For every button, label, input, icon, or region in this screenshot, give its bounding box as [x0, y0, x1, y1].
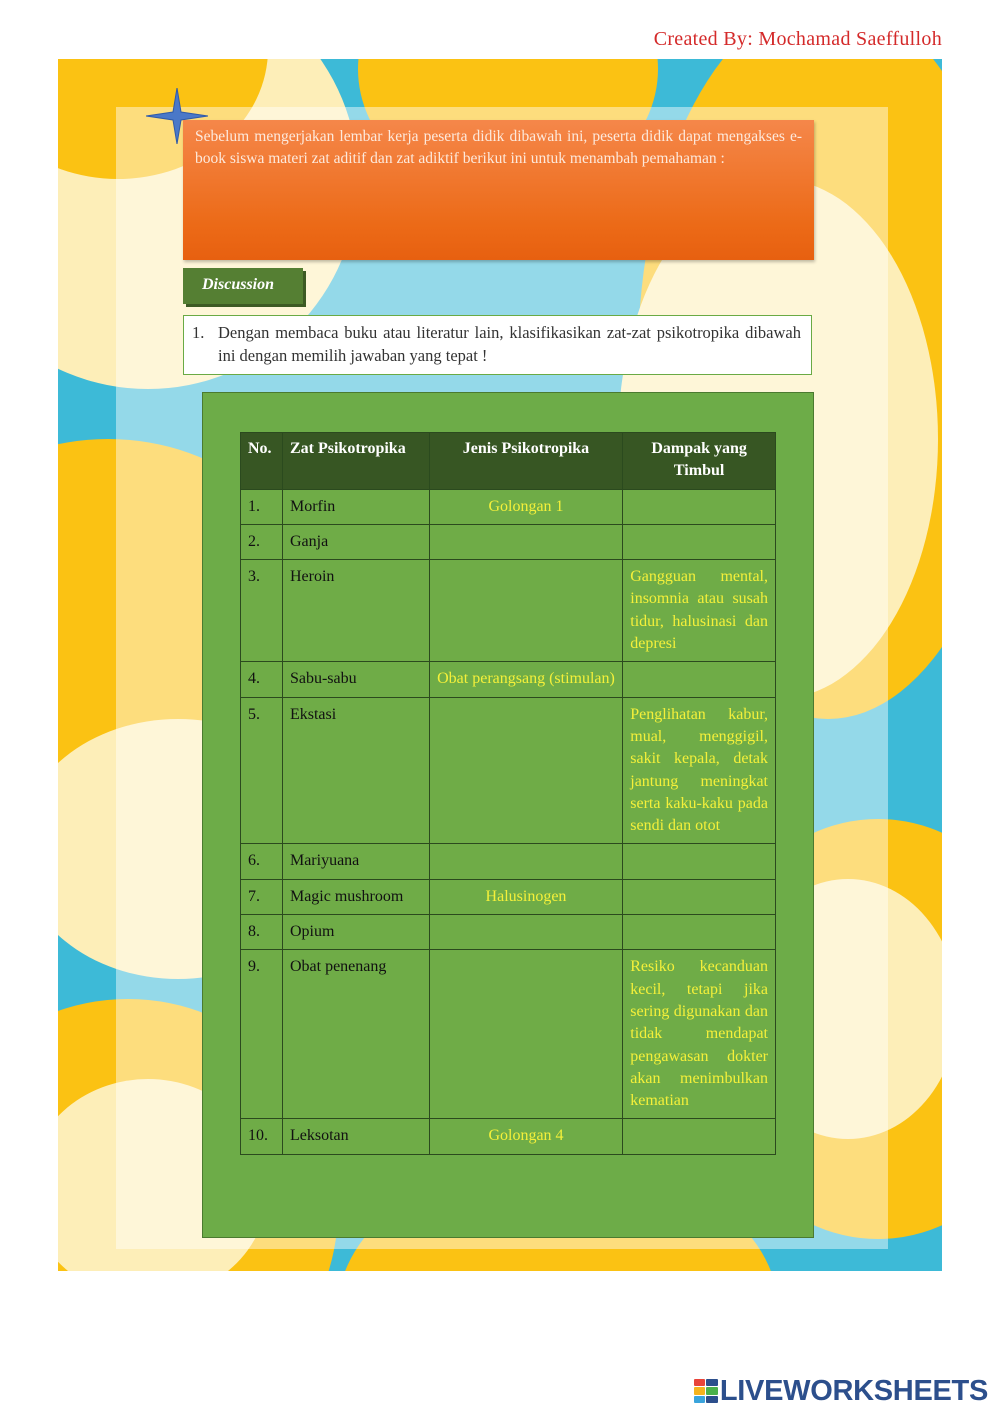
answer-jenis[interactable]: [429, 697, 623, 844]
cell-no: 5.: [241, 697, 283, 844]
answer-jenis[interactable]: [429, 915, 623, 950]
table-row: [241, 950, 776, 1119]
table-row: [241, 915, 776, 950]
answer-dampak[interactable]: [623, 915, 776, 950]
answer-jenis[interactable]: Halusinogen: [429, 879, 623, 914]
discussion-label: Discussion: [202, 276, 275, 293]
cell-no: 4.: [241, 662, 283, 697]
cell-no: 8.: [241, 915, 283, 950]
table-row: [241, 560, 776, 662]
cell-zat: Sabu-sabu: [282, 662, 429, 697]
cell-zat: Opium: [282, 915, 429, 950]
intro-text: Sebelum mengerjakan lembar kerja peserta didik dibawah ini, peserta didik dapat mengakses e-book siswa materi zat aditif dan zat adiktif berikut ini untuk menambah pemahaman :: [195, 128, 802, 167]
answer-jenis[interactable]: Obat perangsang (stimulan): [429, 662, 623, 697]
table-row: [241, 662, 776, 697]
answer-jenis[interactable]: Golongan 1: [429, 489, 623, 524]
discussion-tab: [183, 268, 303, 304]
liveworksheets-logo[interactable]: [694, 1374, 988, 1408]
header-dampak: Dampak yang Timbul: [623, 433, 776, 490]
question-number: 1.: [192, 323, 205, 342]
header-no: No.: [241, 433, 283, 490]
intro-box: [183, 120, 814, 260]
header-jenis: Jenis Psikotropika: [429, 433, 623, 490]
answer-dampak[interactable]: [623, 1119, 776, 1154]
table-row: [241, 524, 776, 559]
answer-jenis[interactable]: Golongan 4: [429, 1119, 623, 1154]
cell-no: 9.: [241, 950, 283, 1119]
table-header-row: [241, 433, 776, 490]
answer-dampak[interactable]: Penglihatan kabur, mual, menggigil, sakit kepala, detak jantung meningkat serta kaku-kaku pada sendi dan otot: [623, 697, 776, 844]
question-box: [183, 315, 812, 375]
liveworksheets-name: LIVEWORKSHEETS: [719, 1374, 988, 1407]
credit-text: Created By: Mochamad Saeffulloh: [653, 28, 942, 50]
answer-jenis[interactable]: [429, 950, 623, 1119]
cell-zat: Magic mushroom: [282, 879, 429, 914]
cell-no: 3.: [241, 560, 283, 662]
table-row: [241, 489, 776, 524]
cell-no: 6.: [241, 844, 283, 879]
answer-dampak[interactable]: [623, 524, 776, 559]
psychotropic-table: [240, 432, 776, 1155]
cell-zat: Leksotan: [282, 1119, 429, 1154]
answer-dampak[interactable]: [623, 489, 776, 524]
liveworksheets-mark-icon: [694, 1379, 718, 1403]
header-zat: Zat Psikotropika: [282, 433, 429, 490]
table-row: [241, 844, 776, 879]
cell-zat: Heroin: [282, 560, 429, 662]
cell-no: 7.: [241, 879, 283, 914]
answer-jenis[interactable]: [429, 844, 623, 879]
cell-no: 2.: [241, 524, 283, 559]
cell-zat: Obat penenang: [282, 950, 429, 1119]
table-row: [241, 697, 776, 844]
answer-dampak[interactable]: [623, 879, 776, 914]
cell-zat: Ekstasi: [282, 697, 429, 844]
cell-zat: Morfin: [282, 489, 429, 524]
answer-dampak[interactable]: [623, 844, 776, 879]
answer-jenis[interactable]: [429, 524, 623, 559]
cell-zat: Ganja: [282, 524, 429, 559]
cell-zat: Mariyuana: [282, 844, 429, 879]
answer-dampak[interactable]: Resiko kecanduan kecil, tetapi jika sering digunakan dan tidak mendapat pengawasan dokter akan menimbulkan kematian: [623, 950, 776, 1119]
table-row: [241, 879, 776, 914]
table-row: [241, 1119, 776, 1154]
question-text: Dengan membaca buku atau literatur lain, klasifikasikan zat-zat psikotropika dibawah ini dengan memilih jawaban yang tepat !: [218, 323, 801, 365]
answer-jenis[interactable]: [429, 560, 623, 662]
answer-dampak[interactable]: [623, 662, 776, 697]
cell-no: 1.: [241, 489, 283, 524]
answer-dampak[interactable]: Gangguan mental, insomnia atau susah tidur, halusinasi dan depresi: [623, 560, 776, 662]
cell-no: 10.: [241, 1119, 283, 1154]
